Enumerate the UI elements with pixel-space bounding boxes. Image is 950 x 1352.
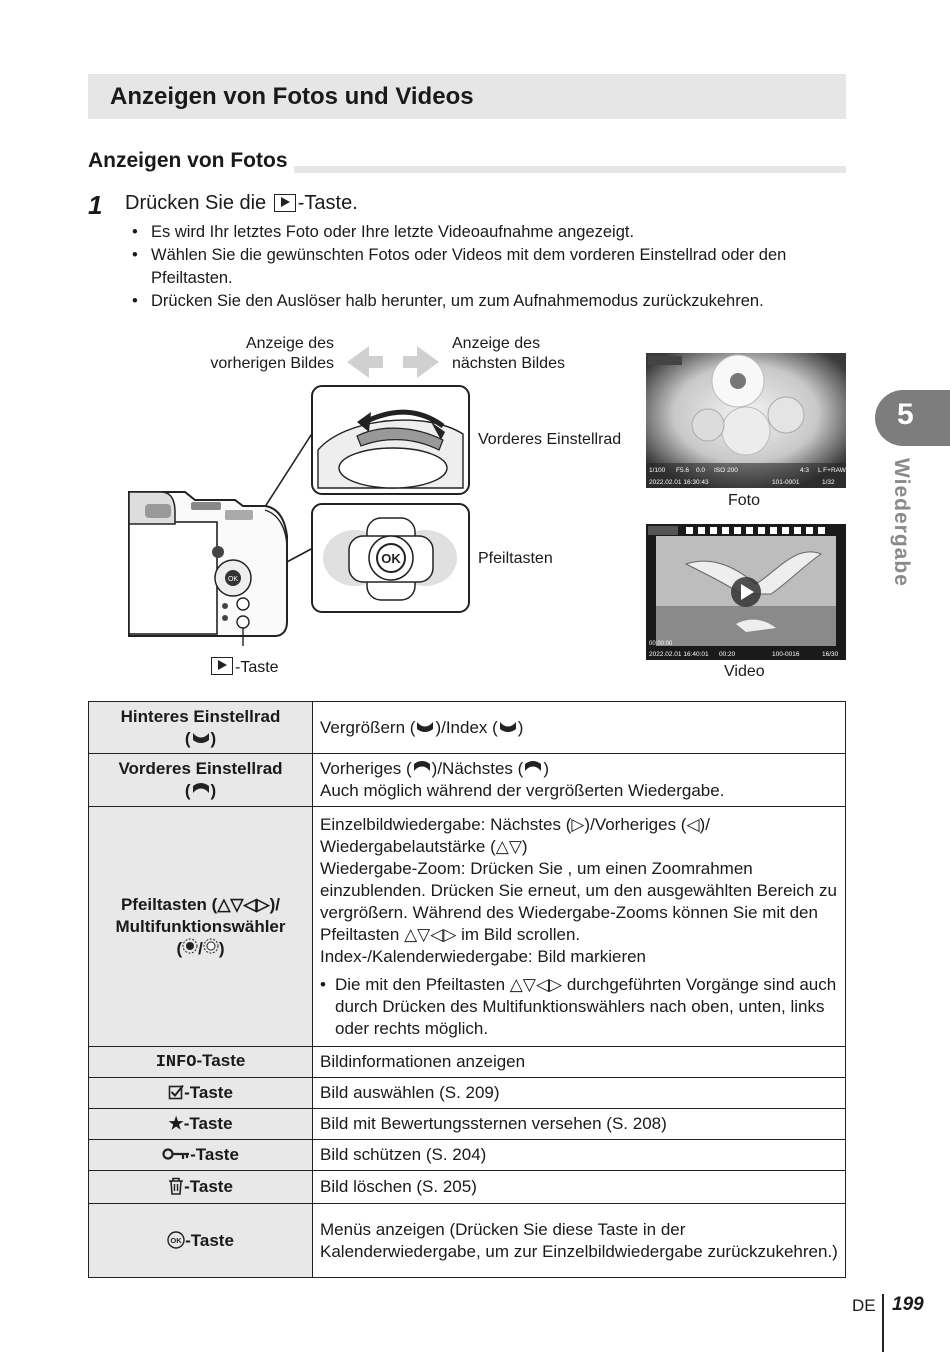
next-arrow-icon — [403, 346, 439, 378]
protect-val: Bild schützen (S. 204) — [313, 1140, 846, 1171]
arrow-val-line: Index-/Kalenderwiedergabe: Bild markieren — [320, 946, 647, 966]
rating-key-text: -Taste — [183, 1114, 233, 1133]
rear-dial-key: Hinteres Einstellrad — [120, 706, 281, 726]
video-caption: Video — [724, 663, 765, 680]
arrow-val-line: Wiedergabelautstärke (△▽) — [320, 836, 528, 856]
footer-language: DE — [852, 1296, 876, 1315]
rear-dial-val: Vergrößern ( )/Index ( ) — [313, 702, 846, 754]
table-row — [89, 1204, 846, 1278]
svg-text:L F+RAW: L F+RAW — [818, 467, 846, 474]
info-val: Bildinformationen anzeigen — [313, 1047, 846, 1078]
select-val: Bild auswählen (S. 209) — [313, 1078, 846, 1109]
rear-dial-icon — [498, 719, 518, 733]
front-dial-icon — [523, 760, 543, 774]
table-row — [89, 807, 846, 1047]
svg-text:100-0016: 100-0016 — [772, 651, 800, 658]
step-text-after: -Taste. — [297, 192, 358, 214]
prev-arrow-icon — [347, 346, 383, 378]
front-dial-key: Vorderes Einstellrad — [118, 759, 283, 778]
star-icon: ★ — [168, 1114, 184, 1133]
rear-dial-icon — [191, 502, 221, 510]
table-row — [89, 702, 846, 754]
table-row — [89, 754, 846, 807]
prev-label-line: Anzeige des — [245, 335, 334, 352]
step-bullet: • Es wird Ihr letztes Foto oder Ihre letzte Videoaufnahme angezeigt. — [130, 221, 840, 244]
delete-val: Bild löschen (S. 205) — [313, 1171, 846, 1204]
info-key-bold: INFO — [155, 1053, 197, 1072]
checkbox-icon — [168, 1084, 184, 1100]
step-bullet: • Wählen Sie die gewünschten Fotos oder Videos mit dem vorderen Einstellrad oder den Pfeiltasten. — [130, 244, 840, 290]
front-dial-val — [313, 754, 846, 807]
camera-illustration — [125, 340, 625, 680]
play-button-label-text: -Taste — [235, 659, 279, 676]
protect-key-text: -Taste — [190, 1145, 239, 1164]
camera-play-button — [237, 616, 249, 628]
footer-divider — [882, 1294, 884, 1352]
front-dial-label: Vorderes Einstellrad — [478, 431, 622, 448]
step-bullet: • Drücken Sie den Auslöser halb herunter, um zum Aufnahmemodus zurückzukehren. — [130, 290, 840, 313]
section-title: Anzeigen von Fotos — [88, 149, 294, 173]
table-key — [89, 807, 313, 1047]
table-key — [89, 1140, 313, 1171]
step-text-before: Drücken Sie die — [125, 192, 267, 214]
svg-text:101-0001: 101-0001 — [772, 479, 800, 486]
arrow-val-line: Einzelbildwiedergabe: Nächstes (▷)/Vorheriges (◁)/ — [320, 814, 710, 834]
prev-label-line: vorherigen Bildes — [210, 355, 334, 372]
table-key — [89, 1171, 313, 1204]
chapter-tab-label: Wiedergabe — [890, 458, 913, 587]
svg-text:F5.6: F5.6 — [676, 467, 690, 474]
controls-table — [88, 701, 846, 1278]
svg-text:1/100: 1/100 — [649, 467, 666, 474]
arrow-val — [313, 807, 846, 1047]
multi-selector-icon — [203, 938, 219, 954]
chapter-tab-number: 5 — [897, 398, 914, 431]
arrow-key-line: Pfeiltasten (△▽◁▷)/ — [120, 894, 281, 914]
rear-dial-icon — [415, 719, 435, 733]
arrow-keys-label: Pfeiltasten — [478, 550, 553, 567]
ok-button-icon — [167, 1231, 185, 1249]
arrow-val-line: Wiedergabe-Zoom: Drücken Sie , um einen Zoomrahmen einzublenden. Drücken Sie erneut, um den ausgewählten Bereich zu vergrößern. Während des Wiedergabe-Zooms können Sie mit den Pfeiltasten △▽◁▷ im Bild scrollen. — [320, 858, 837, 944]
table-row — [89, 1078, 846, 1109]
next-label-line: nächsten Bildes — [452, 355, 565, 372]
chapter-title: Anzeigen von Fotos und Videos — [110, 83, 474, 110]
page-number: 199 — [892, 1294, 924, 1315]
table-row — [89, 1171, 846, 1204]
svg-text:16/30: 16/30 — [822, 651, 839, 658]
step-bullets — [130, 221, 840, 313]
svg-text:00:20: 00:20 — [719, 651, 736, 658]
table-row — [89, 1047, 846, 1078]
svg-text:2022.02.01 16:30:43: 2022.02.01 16:30:43 — [649, 479, 709, 486]
rear-monitor — [129, 522, 217, 634]
front-dial-val-line: Vorheriges ( )/Nächstes ( ) — [320, 759, 549, 778]
photo-preview — [646, 353, 846, 488]
chapter-title-bar — [88, 74, 846, 119]
rating-val: Bild mit Bewertungssternen versehen (S. 208) — [313, 1109, 846, 1140]
select-key-text: -Taste — [184, 1083, 233, 1102]
svg-text:0.0: 0.0 — [696, 467, 706, 474]
svg-text:00:00:00: 00:00:00 — [649, 641, 673, 647]
rear-dial-icon: ( ) — [184, 728, 217, 748]
photo-caption: Foto — [728, 492, 761, 509]
front-dial-val-line: Auch möglich während der vergrößerten Wiedergabe. — [320, 781, 725, 800]
ok-label: OK — [381, 551, 401, 566]
ok-val: Menüs anzeigen (Drücken Sie diese Taste in der Kalenderwiedergabe, um zur Einzelbildwiedergabe zurückzukehren.) — [313, 1204, 846, 1278]
table-row — [89, 1109, 846, 1140]
front-dial-icon — [412, 760, 432, 774]
table-key — [89, 754, 313, 807]
svg-text:ISO 200: ISO 200 — [714, 467, 738, 474]
video-preview — [646, 524, 846, 660]
arrow-key-line: Multifunktionswähler — [115, 916, 286, 936]
table-key — [89, 702, 313, 754]
trash-icon — [168, 1177, 184, 1195]
table-key — [89, 1109, 313, 1140]
multi-selector-icons: ( / ) — [176, 938, 225, 958]
ok-key-text: -Taste — [185, 1230, 234, 1250]
delete-key-text: -Taste — [184, 1177, 233, 1196]
playback-icon — [274, 194, 296, 212]
next-label-line: Anzeige des — [452, 335, 541, 352]
svg-text:4:3: 4:3 — [800, 467, 810, 474]
info-key-rest: -Taste — [196, 1051, 246, 1070]
table-key — [89, 1204, 313, 1278]
table-key — [89, 1078, 313, 1109]
protect-key-icon — [162, 1147, 190, 1161]
svg-text:OK: OK — [227, 576, 239, 583]
front-dial-icon: ( ) — [184, 781, 217, 800]
arrow-val-bullet: • Die mit den Pfeiltasten △▽◁▷ durchgeführten Vorgänge sind auch durch Drücken des Multifunktionswählers nach oben, unten, links oder rechts möglich. — [320, 974, 838, 1040]
step-text — [125, 192, 358, 215]
svg-text:2022.02.01 16:40:01: 2022.02.01 16:40:01 — [649, 651, 709, 658]
svg-text:1/32: 1/32 — [822, 479, 835, 486]
table-row — [89, 1140, 846, 1171]
table-key — [89, 1047, 313, 1078]
step-number: 1 — [88, 190, 103, 220]
svg-text:OK: OK — [170, 1235, 182, 1245]
multi-selector-icon — [182, 938, 198, 954]
